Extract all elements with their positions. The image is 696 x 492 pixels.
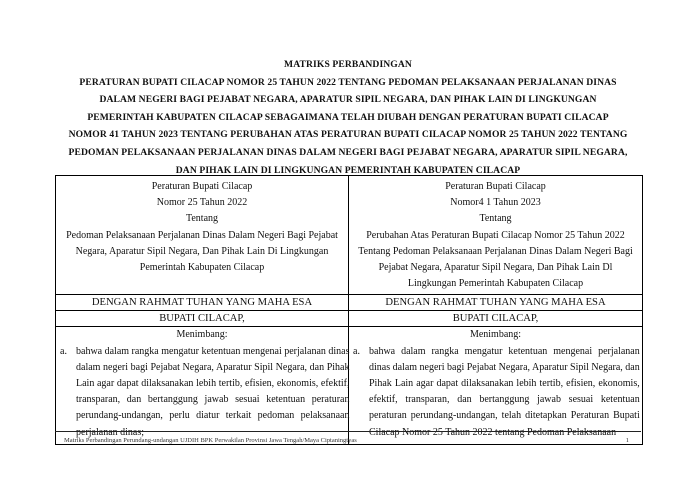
header-line: Nomor4 1 Tahun 2023 (450, 197, 541, 209)
title-line: DALAM NEGERI BAGI PEJABAT NEGARA, APARATUR SIPIL NEGARA, DAN PIHAK LAIN DI LINGKUNGAN (99, 94, 597, 106)
item-line: Cilacap Nomor 25 Tahun 2022 tentang Pedoman Pelaksanaan (369, 426, 617, 438)
preamble-row (56, 295, 643, 311)
item-line: bahwa dalam rangka mengatur ketentuan mengenai perjalanan dinas (76, 345, 350, 357)
item-line: perundang-undangan, perlu diatur terkait pedoman pelaksanaan (76, 410, 350, 422)
menimbang-row (56, 327, 643, 444)
item-text (369, 344, 640, 441)
menimbang-label: Menimbang: (469, 329, 522, 341)
header-line: Tentang (185, 213, 219, 225)
official-row (56, 311, 643, 327)
header-line: Negara, Aparatur Sipil Negara, Dan Pihak Lain Di Lingkungan (75, 245, 329, 257)
item-text (76, 344, 350, 441)
title-line: MATRIKS PERBANDINGAN (284, 59, 412, 70)
item-line: dalam negeri bagi Pejabat Negara, Aparatur Sipil Negara, dan Pihak (76, 361, 350, 373)
title-line: PEDOMAN PELAKSANAAN PERJALANAN DINAS DALAM NEGERI BAGI PEJABAT NEGARA, APARATUR SIPIL NEGARA, (68, 146, 628, 158)
item-line: efektif, transparan, dan bertanggung jawab sesuai ketentuan (369, 394, 640, 406)
right-menimbang-cell (349, 327, 643, 444)
title-line: PEMERINTAH KABUPATEN CILACAP SEBAGAIMANA TELAH DIUBAH DENGAN PERATURAN BUPATI CILACAP (87, 111, 609, 123)
header-row (56, 176, 643, 295)
title-line: DAN PIHAK LAIN DI LINGKUNGAN PEMERINTAH KABUPATEN CILACAP (175, 164, 521, 176)
left-regulation-header (56, 176, 349, 295)
left-menimbang-cell (56, 327, 349, 444)
item-marker: a. (353, 345, 360, 357)
header-line: Tentang Pedoman Pelaksanaan Perjalanan Dinas Dalam Negeri Bagi (358, 245, 633, 257)
document-title (60, 56, 636, 179)
footer-text: Matriks Perbandingan Perundang-undangan UJDIH BPK Perwakilan Provinsi Jawa Tengah/Maya Ciptaningtyas (64, 437, 357, 444)
item-line: dinas dalam negeri bagi Pejabat Negara, Aparatur Sipil Negara, dan (369, 361, 640, 373)
right-official: BUPATI CILACAP, (349, 311, 643, 327)
header-line: Tentang (479, 213, 512, 225)
header-line: Pemerintah Kabupaten Cilacap (139, 262, 265, 274)
header-line: Perubahan Atas Peraturan Bupati Cilacap Nomor 25 Tahun 2022 (366, 229, 625, 241)
right-preamble: DENGAN RAHMAT TUHAN YANG MAHA ESA (349, 295, 643, 311)
item-line: perjalanan dinas; (76, 426, 145, 438)
footer-divider (55, 431, 641, 432)
item-line: Lain agar dapat dilaksanakan lebih tertib, efisien, ekonomis, efektif, (76, 378, 350, 390)
header-line: Pejabat Negara, Aparatur Sipil Negara, Dan Pihak Lain Dl (378, 262, 613, 274)
item-line: bahwa dalam rangka mengatur ketentuan mengenai perjalanan (369, 345, 640, 357)
header-line: Lingkungan Pemerintah Kabupaten Cilacap (407, 278, 584, 290)
item-line: Pihak Lain agar dapat dilaksanakan lebih tertib, efisien, ekonomis, (369, 378, 640, 390)
left-official: BUPATI CILACAP, (56, 311, 349, 327)
header-line: Peraturan Bupati Cilacap (151, 181, 253, 192)
header-line: Pedoman Pelaksanaan Perjalanan Dinas Dalam Negeri Bagi Pejabat (66, 229, 338, 241)
list-item (353, 344, 638, 441)
header-line: Nomor 25 Tahun 2022 (156, 197, 248, 209)
item-line: peraturan perundang-undangan, telah ditetapkan Peraturan Bupati (369, 410, 640, 422)
header-line: Peraturan Bupati Cilacap (445, 181, 546, 192)
list-item (60, 344, 350, 441)
menimbang-label: Menimbang: (176, 329, 228, 341)
page-number: 1 (625, 437, 629, 444)
left-preamble: DENGAN RAHMAT TUHAN YANG MAHA ESA (56, 295, 349, 311)
item-marker: a. (60, 345, 67, 357)
comparison-table (55, 175, 643, 445)
item-line: transparan, dan bertanggung jawab sesuai ketentuan peraturan (76, 394, 350, 406)
title-line: PERATURAN BUPATI CILACAP NOMOR 25 TAHUN 2022 TENTANG PEDOMAN PELAKSANAAN PERJALANAN DINAS (79, 76, 617, 88)
title-line: NOMOR 41 TAHUN 2023 TENTANG PERUBAHAN ATAS PERATURAN BUPATI CILACAP NOMOR 25 TAHUN 2022 TENTANG (68, 129, 628, 141)
right-regulation-header (349, 176, 643, 295)
